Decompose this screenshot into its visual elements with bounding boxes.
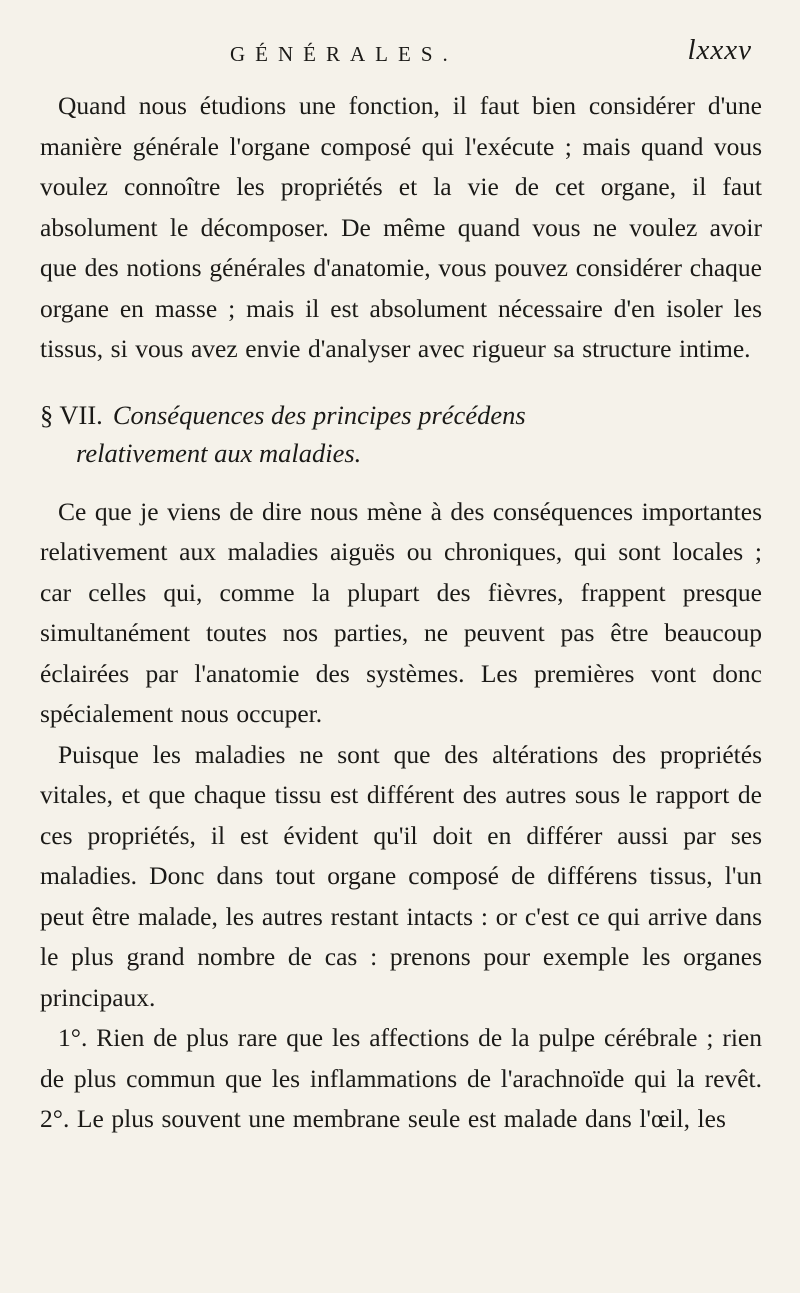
running-title: GÉNÉRALES. <box>230 42 458 66</box>
paragraph-4: 1°. Rien de plus rare que les affections de la pulpe cérébrale ; rien de plus commun que les inflammations de l'arachnoïde qui la revêt. 2°. Le plus souvent une membrane seule est malade dans l'œil, les <box>40 1023 762 1133</box>
section-title-line-1: Conséquences des principes précédens <box>112 399 526 430</box>
section-title-line-2: relativement aux maladies. <box>76 437 362 468</box>
section-heading <box>40 396 762 472</box>
paragraph-2: Ce que je viens de dire nous mène à des conséquences importantes relativement aux maladies aiguës ou chroniques, qui sont locales ; car celles qui, comme la plupart des fièvres, frappent presque simultanément toutes nos parties, ne peuvent pas être beaucoup éclairées par l'anatomie des systèmes. Les premières vont donc spécialement nous occuper. <box>40 496 762 728</box>
paragraph-3: Puisque les maladies ne sont que des altérations des propriétés vitales, et que chaque tissu est différent des autres sous le rapport de ces propriétés, il est évident qu'il doit en différer aussi par ses maladies. Donc dans tout organe composé de différens tissus, l'un peut être malade, les autres restant intacts : or c'est ce qui arrive dans le plus grand nombre de cas : prenons pour exemple les organes principaux. <box>40 739 762 1012</box>
section-number: § VII. <box>40 399 103 430</box>
book-page <box>40 34 762 1264</box>
page-number: lxxxv <box>687 34 752 66</box>
page-header <box>40 34 762 78</box>
paragraph-1: Quand nous étudions une fonction, il faut bien considérer d'une manière générale l'organe composé qui l'exécute ; mais quand vous voulez connoître les propriétés et la vie de cet organe, il faut absolument le décomposer. De même quand vous ne voulez avoir que des notions générales d'anatomie, vous pouvez considérer chaque organe en masse ; mais il est absolument nécessaire d'en isoler les tissus, si vous avez envie d'analyser avec rigueur sa structure intime. <box>40 91 762 363</box>
